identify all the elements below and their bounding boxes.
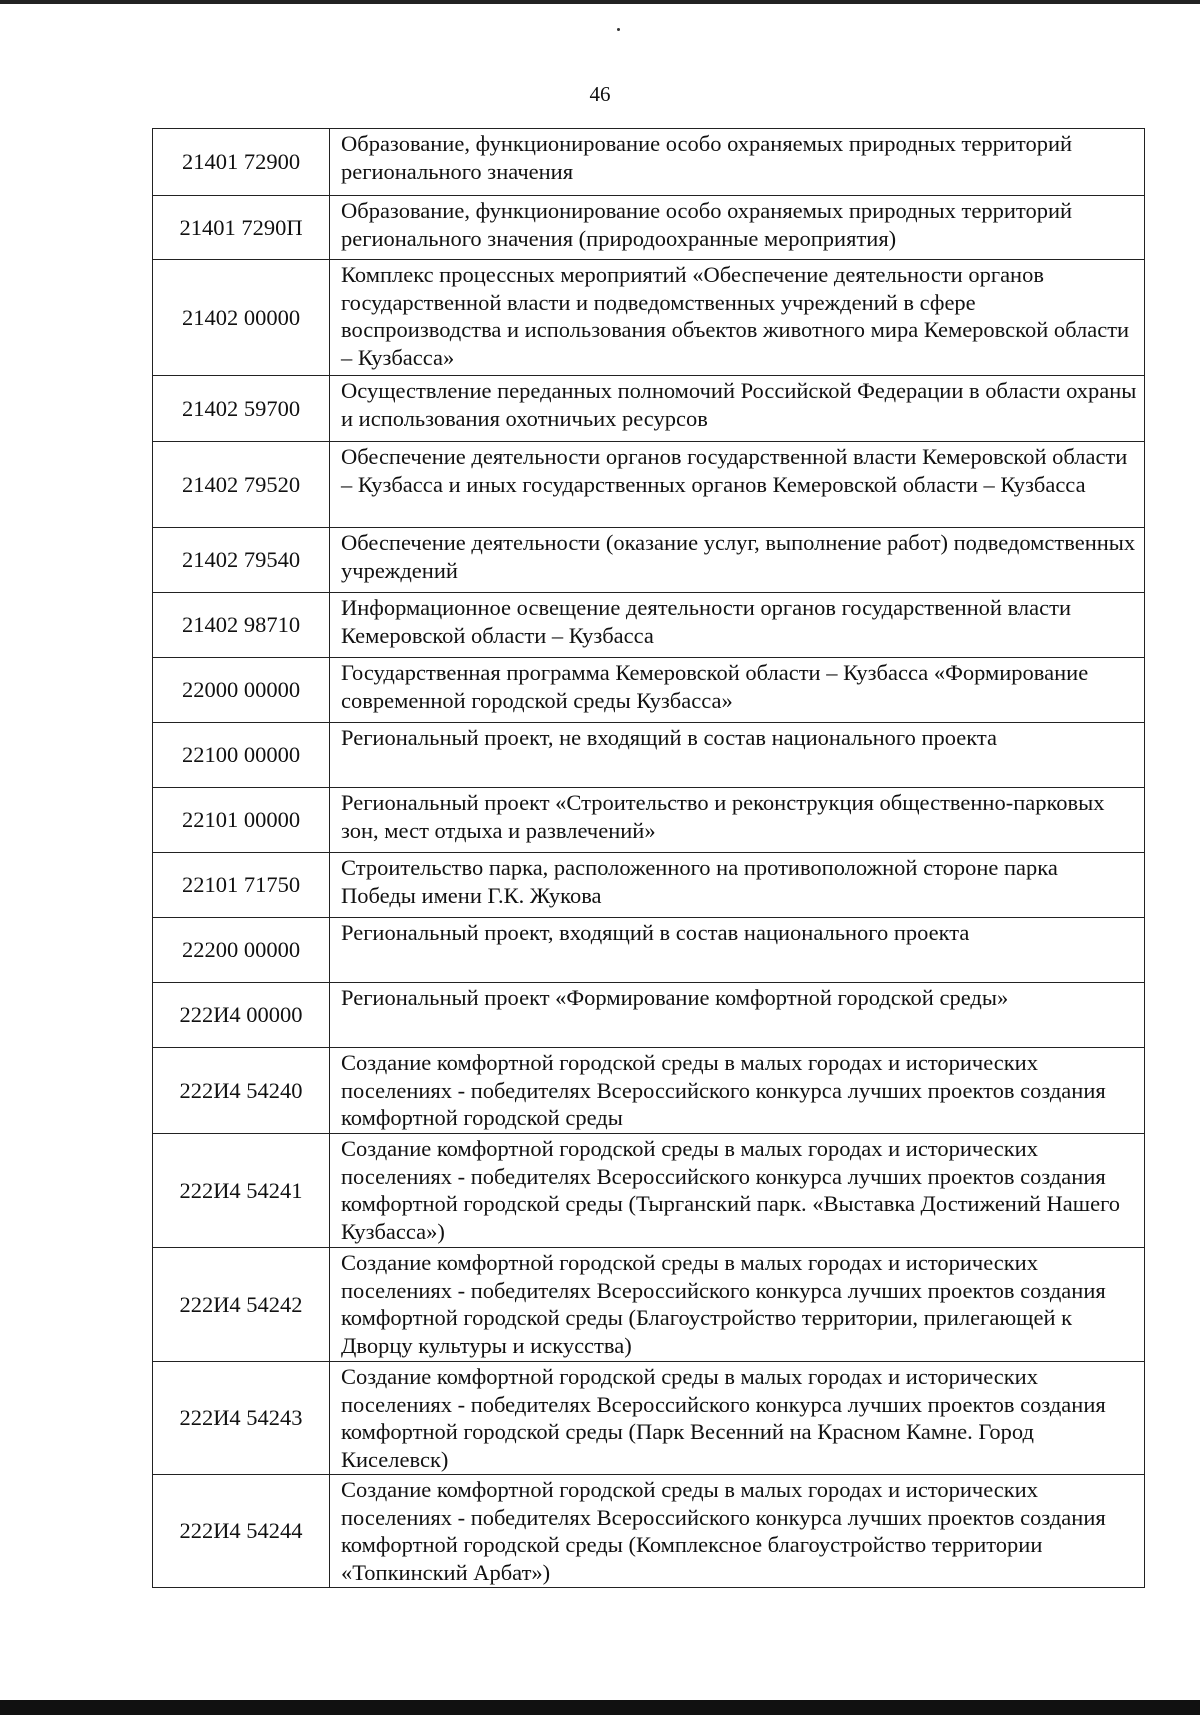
row-code: 222И4 00000 bbox=[153, 983, 330, 1048]
row-code: 22101 71750 bbox=[153, 853, 330, 918]
row-description: Образование, функционирование особо охраняемых природных территорий регионального значения bbox=[330, 129, 1145, 196]
table-row bbox=[153, 376, 1145, 442]
row-code: 222И4 54241 bbox=[153, 1134, 330, 1248]
row-description: Обеспечение деятельности органов государственной власти Кемеровской области – Кузбасса и иных государственных органов Кемеровской области – Кузбасса bbox=[330, 442, 1145, 528]
row-code: 21401 72900 bbox=[153, 129, 330, 196]
table-row bbox=[153, 983, 1145, 1048]
table-row bbox=[153, 1248, 1145, 1362]
table-row bbox=[153, 260, 1145, 376]
table-row bbox=[153, 129, 1145, 196]
row-description: Создание комфортной городской среды в малых городах и исторических поселениях - победителях Всероссийского конкурса лучших проектов создания комфортной городской среды (Благоустройство территории, прилегающей к Дворцу культуры и искусства) bbox=[330, 1248, 1145, 1362]
row-description: Создание комфортной городской среды в малых городах и исторических поселениях - победителях Всероссийского конкурса лучших проектов создания комфортной городской среды (Комплексное благоустройство территории «Топкинский Арбат») bbox=[330, 1475, 1145, 1588]
row-description: Региональный проект, входящий в состав национального проекта bbox=[330, 918, 1145, 983]
table-row bbox=[153, 1475, 1145, 1588]
scan-bottom-edge bbox=[0, 1700, 1200, 1715]
row-code: 21402 00000 bbox=[153, 260, 330, 376]
scan-speck bbox=[617, 28, 620, 31]
row-code: 21402 79520 bbox=[153, 442, 330, 528]
row-description: Информационное освещение деятельности органов государственной власти Кемеровской области – Кузбасса bbox=[330, 593, 1145, 658]
row-code: 21402 79540 bbox=[153, 528, 330, 593]
row-description: Региональный проект «Строительство и реконструкция общественно-парковых зон, мест отдыха и развлечений» bbox=[330, 788, 1145, 853]
row-code: 21402 98710 bbox=[153, 593, 330, 658]
row-code: 22100 00000 bbox=[153, 723, 330, 788]
table-row bbox=[153, 853, 1145, 918]
row-code: 22200 00000 bbox=[153, 918, 330, 983]
row-code: 222И4 54244 bbox=[153, 1475, 330, 1588]
row-description: Образование, функционирование особо охраняемых природных территорий регионального значения (природоохранные мероприятия) bbox=[330, 196, 1145, 260]
table-row bbox=[153, 528, 1145, 593]
row-description: Комплекс процессных мероприятий «Обеспечение деятельности органов государственной власти и подведомственных учреждений в сфере воспроизводства и использования объектов животного мира Кемеровской области – Кузбасса» bbox=[330, 260, 1145, 376]
table-row bbox=[153, 442, 1145, 528]
table-row bbox=[153, 196, 1145, 260]
page-number: 46 bbox=[589, 82, 611, 106]
table-row bbox=[153, 1362, 1145, 1475]
table-row bbox=[153, 1048, 1145, 1134]
row-code: 21402 59700 bbox=[153, 376, 330, 442]
row-code: 22101 00000 bbox=[153, 788, 330, 853]
row-code: 222И4 54243 bbox=[153, 1362, 330, 1475]
row-description: Государственная программа Кемеровской области – Кузбасса «Формирование современной городской среды Кузбасса» bbox=[330, 658, 1145, 723]
row-code: 222И4 54240 bbox=[153, 1048, 330, 1134]
scan-top-edge bbox=[0, 0, 1200, 4]
row-description: Создание комфортной городской среды в малых городах и исторических поселениях - победителях Всероссийского конкурса лучших проектов создания комфортной городской среды (Парк Весенний на Красном Камне. Город Киселевск) bbox=[330, 1362, 1145, 1475]
row-description: Строительство парка, расположенного на противоположной стороне парка Победы имени Г.К. Жукова bbox=[330, 853, 1145, 918]
table-row bbox=[153, 723, 1145, 788]
row-description: Осуществление переданных полномочий Российской Федерации в области охраны и использования охотничьих ресурсов bbox=[330, 376, 1145, 442]
table-row bbox=[153, 788, 1145, 853]
budget-code-table bbox=[152, 128, 1145, 1588]
table-row bbox=[153, 593, 1145, 658]
table-row bbox=[153, 1134, 1145, 1248]
row-description: Создание комфортной городской среды в малых городах и исторических поселениях - победителях Всероссийского конкурса лучших проектов создания комфортной городской среды bbox=[330, 1048, 1145, 1134]
row-description: Создание комфортной городской среды в малых городах и исторических поселениях - победителях Всероссийского конкурса лучших проектов создания комфортной городской среды (Тырганский парк. «Выставка Достижений Нашего Кузбасса») bbox=[330, 1134, 1145, 1248]
row-description: Обеспечение деятельности (оказание услуг, выполнение работ) подведомственных учреждений bbox=[330, 528, 1145, 593]
row-code: 21401 7290П bbox=[153, 196, 330, 260]
table-row bbox=[153, 658, 1145, 723]
table-row bbox=[153, 918, 1145, 983]
row-description: Региональный проект «Формирование комфортной городской среды» bbox=[330, 983, 1145, 1048]
row-code: 22000 00000 bbox=[153, 658, 330, 723]
row-description: Региональный проект, не входящий в состав национального проекта bbox=[330, 723, 1145, 788]
row-code: 222И4 54242 bbox=[153, 1248, 330, 1362]
